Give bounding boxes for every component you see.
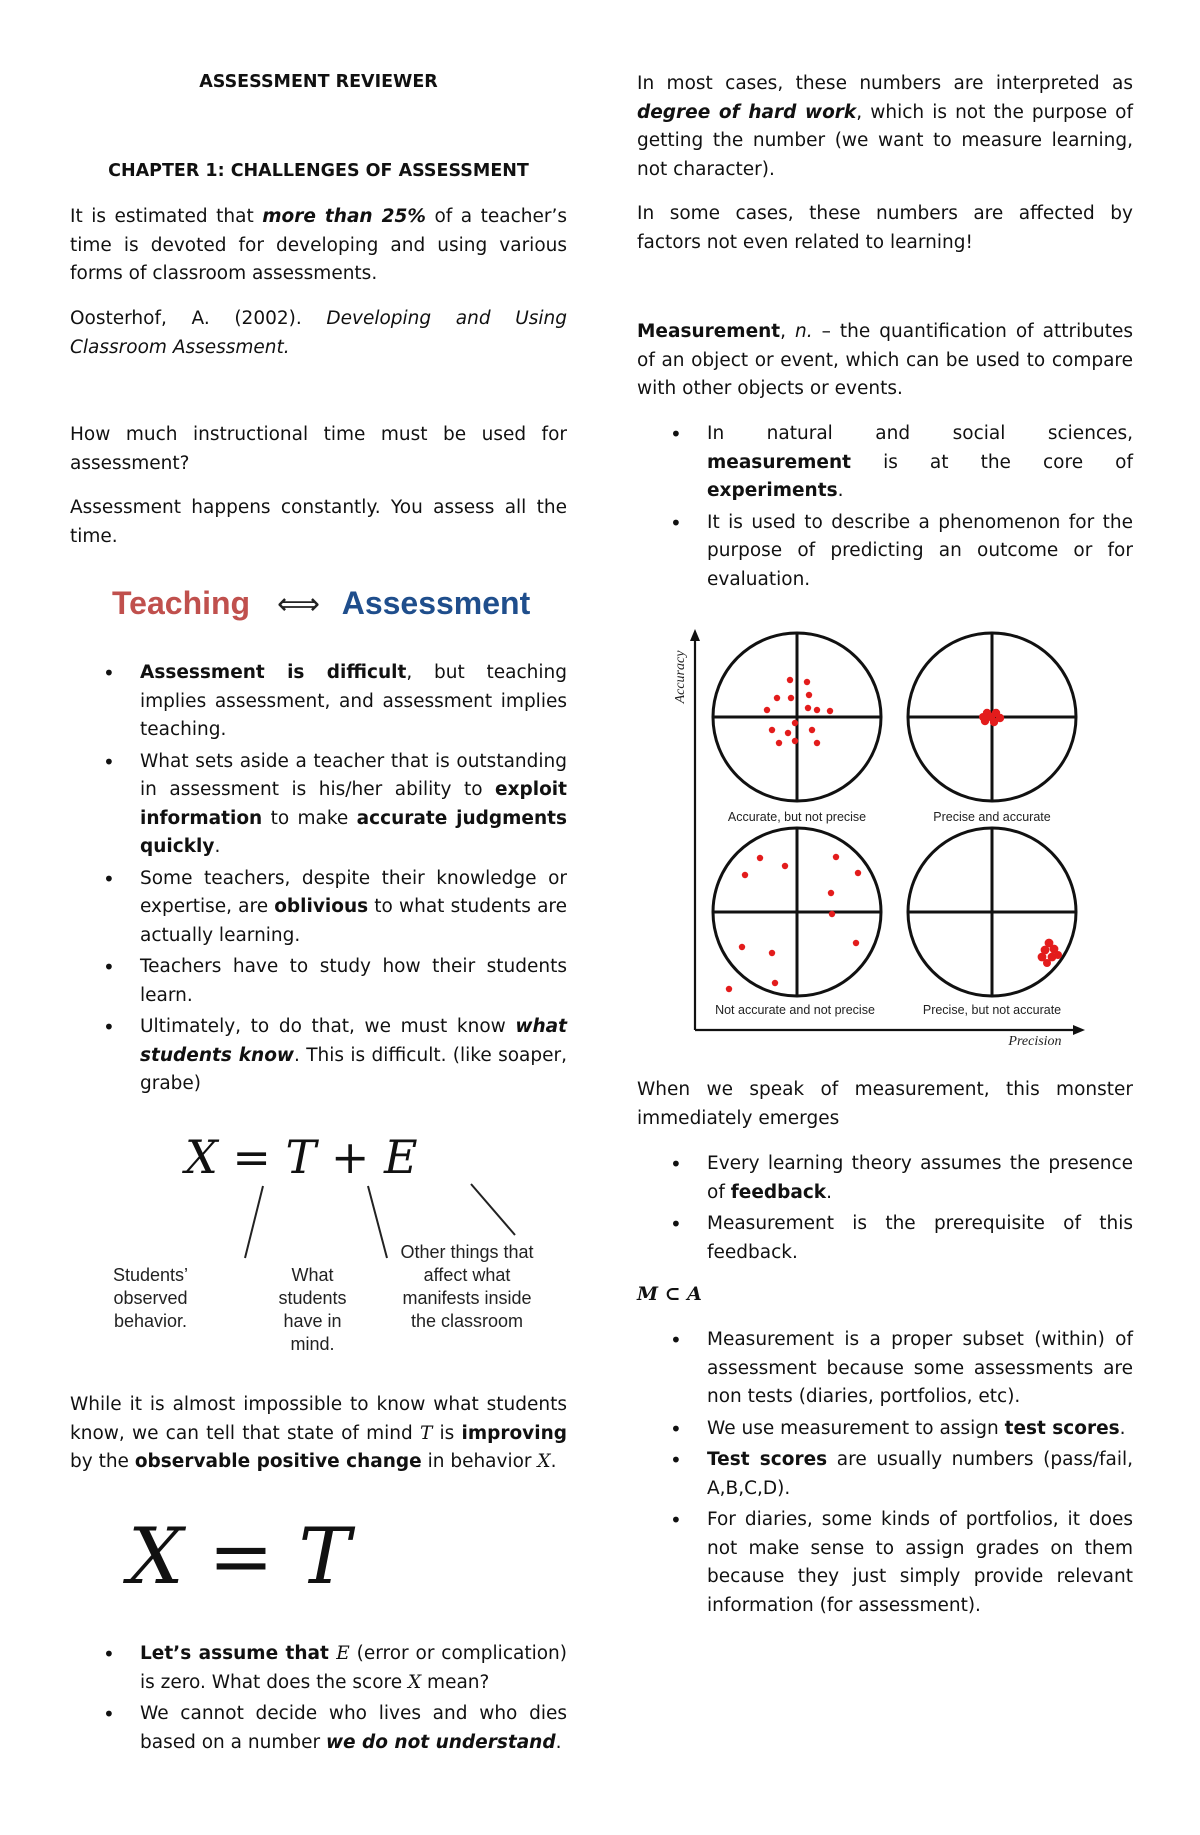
constant-paragraph: Assessment happens constantly. You assess all the time.: [70, 497, 567, 547]
list-item: • Measurement is a proper subset (within) of assessment because some assessments are non tests (diaries, portfolios, etc).: [637, 1326, 1133, 1412]
target-not-accurate-not-precise: [713, 828, 881, 996]
list-item: • Every learning theory assumes the presence of feedback.: [637, 1150, 1133, 1207]
double-arrow-icon: ⟺: [276, 588, 320, 621]
label-students-mind: What students have in mind.: [278, 1265, 347, 1354]
y-axis-label: Accuracy: [673, 650, 688, 704]
bullet-list-4: [637, 1150, 1133, 1267]
label-accurate-not-precise: Accurate, but not precise: [727, 810, 867, 824]
target-precise-accurate: [908, 633, 1076, 801]
bullet-list-3: [637, 420, 1133, 594]
label-not-accurate-not-precise: Not accurate and not precise: [715, 1003, 875, 1017]
list-item: • Teachers have to study how their students learn.: [70, 953, 567, 1010]
intro-paragraph: It is estimated that more than 25% of a teacher’s time is devoted for developing and using various forms of classroom assessments.: [70, 206, 567, 284]
numbers-paragraph: In most cases, these numbers are interpreted as degree of hard work, which is not the purpose of getting the number (we want to measure learning, not character).: [637, 73, 1133, 180]
list-item: • We cannot decide who lives and who dies based on a number we do not understand.: [70, 1700, 567, 1757]
accuracy-precision-figure: [667, 625, 1087, 1045]
target-precise-not-accurate: [908, 828, 1076, 996]
subset-notation: M ⊂ A: [637, 1283, 702, 1305]
list-item: • Measurement is the prerequisite of this feedback.: [637, 1210, 1133, 1267]
label-observed-behavior: Students’ observed behavior.: [112, 1265, 189, 1331]
chapter-heading: CHAPTER 1: CHALLENGES OF ASSESSMENT: [108, 161, 529, 181]
monster-paragraph: When we speak of measurement, this monster immediately emerges: [637, 1079, 1133, 1129]
equation-x-t-e: X = T + E: [185, 1130, 418, 1184]
list-item: • It is used to describe a phenomenon for the purpose of predicting an outcome or for evaluation.: [637, 509, 1133, 595]
citation: Oosterhof, A. (2002). Developing and Using Classroom Assessment.: [70, 308, 567, 358]
while-paragraph: While it is almost impossible to know what students know, we can tell that state of mind T is improving by the observable positive change in behavior X.: [70, 1394, 567, 1472]
list-item: • Ultimately, to do that, we must know what students know. This is difficult. (like soaper, grabe): [70, 1013, 567, 1099]
assessment-label: Assessment: [341, 585, 531, 621]
teaching-assessment-banner: [112, 585, 572, 631]
bullet-list-2: [70, 1640, 567, 1757]
label-other-things: Other things that affect what manifests inside the classroom: [400, 1242, 534, 1331]
arrow-line-x: [245, 1186, 263, 1258]
list-item: • Assessment is difficult, but teaching implies assessment, and assessment implies teaching.: [70, 659, 567, 745]
list-item: • We use measurement to assign test scores.: [637, 1415, 1133, 1444]
equation-x-t: X = T: [128, 1512, 351, 1602]
target-accurate-not-precise: [713, 633, 881, 801]
list-item: • Let’s assume that E (error or complication) is zero. What does the score X mean?: [70, 1640, 567, 1697]
arrow-line-t: [368, 1186, 387, 1258]
list-item: • Some teachers, despite their knowledge or expertise, are oblivious to what students are actually learning.: [70, 865, 567, 951]
bullet-list-1: [70, 659, 567, 1099]
x-axis-label: Precision: [1008, 1034, 1062, 1045]
list-item: • For diaries, some kinds of portfolios, it does not make sense to assign grades on them because they just simply provide relevant information (for assessment).: [637, 1506, 1133, 1620]
bullet-list-5: [637, 1326, 1133, 1620]
factors-paragraph: In some cases, these numbers are affected by factors not even related to learning!: [637, 203, 1133, 253]
question-paragraph: How much instructional time must be used for assessment?: [70, 424, 567, 474]
measurement-definition: Measurement, n. – the quantification of attributes of an object or event, which can be used to compare with other objects or events.: [637, 321, 1134, 399]
x-axis-arrow-icon: [1073, 1025, 1085, 1035]
teaching-label: Teaching: [112, 585, 251, 621]
document-title: ASSESSMENT REVIEWER: [199, 72, 438, 92]
y-axis-arrow-icon: [690, 629, 700, 641]
list-item: • In natural and social sciences, measurement is at the core of experiments.: [637, 420, 1133, 506]
list-item: • What sets aside a teacher that is outstanding in assessment is his/her ability to exploit information to make accurate judgments quickly.: [70, 748, 567, 862]
list-item: • Test scores are usually numbers (pass/fail, A,B,C,D).: [637, 1446, 1133, 1503]
label-precise-not-accurate: Precise, but not accurate: [922, 1003, 1062, 1017]
arrow-line-e: [471, 1184, 515, 1235]
label-precise-accurate: Precise and accurate: [933, 810, 1051, 824]
